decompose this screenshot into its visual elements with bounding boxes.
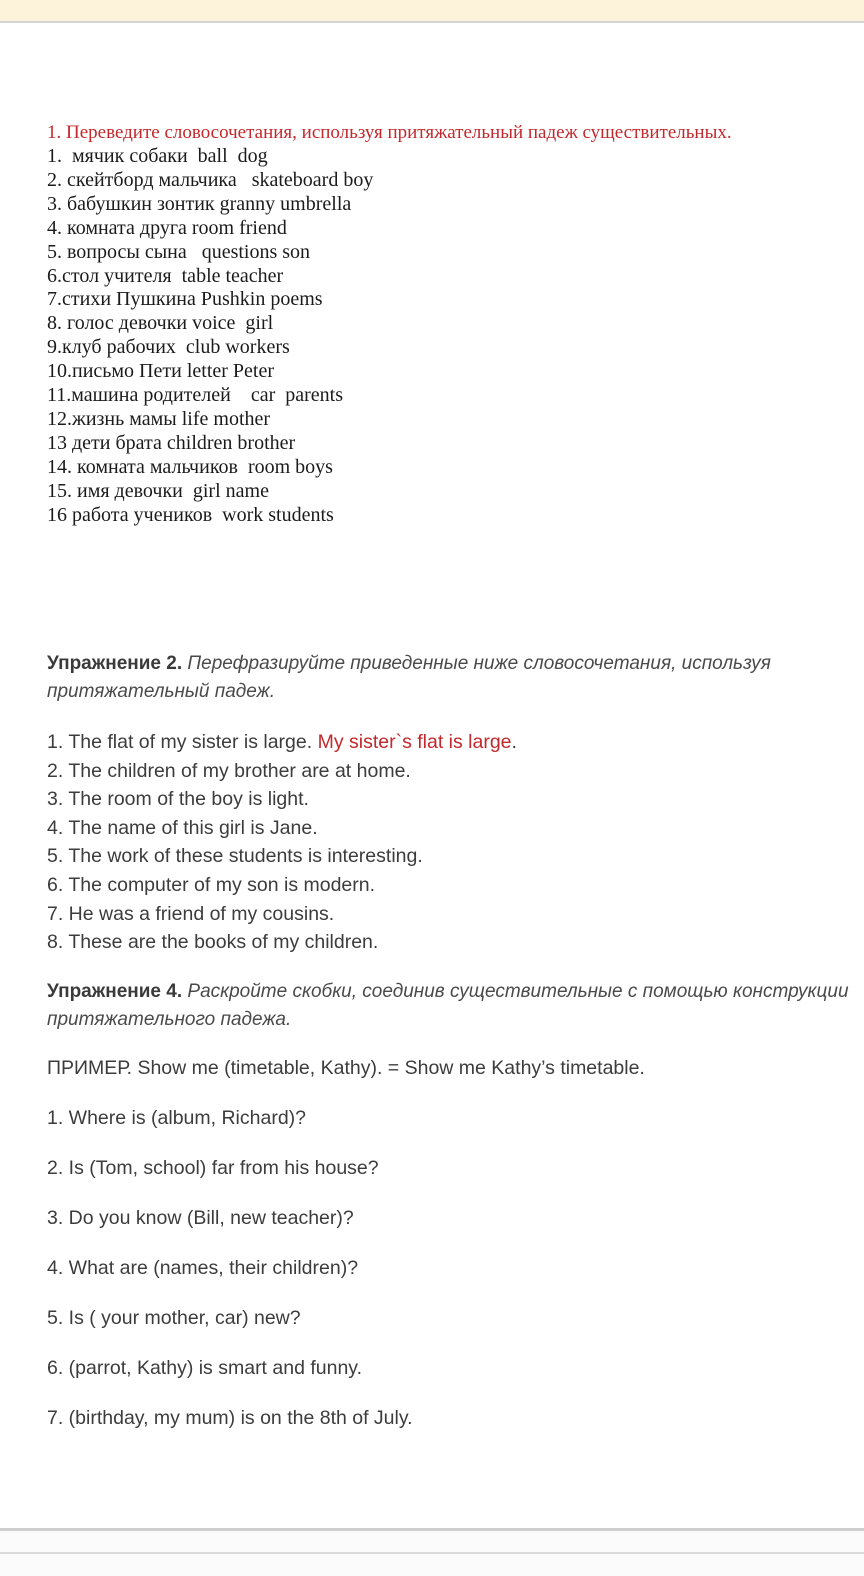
exercise-4-label: Упражнение 4. — [47, 981, 183, 1002]
exercise-1-item: 12.жизнь мамы life mother — [47, 407, 271, 430]
exercise-2-item: 3. The room of the boy is light. — [47, 788, 309, 811]
exercise-1 — [47, 121, 847, 528]
exercise-2-item: 7. He was a friend of my cousins. — [47, 902, 335, 925]
exercise-4-item: 7. (birthday, my mum) is on the 8th of July. — [47, 1407, 413, 1429]
exercise-4-instruction: Раскройте скобки, соединив существительные с помощью конструкции притяжательного падежа. — [47, 981, 849, 1030]
exercise-1-item: 8. голос девочки voice girl — [47, 312, 274, 335]
exercise-2-item-text: 1. The flat of my sister is large. — [47, 731, 318, 753]
exercise-2-item: 2. The children of my brother are at home. — [47, 759, 411, 782]
exercise-2-heading — [47, 650, 852, 706]
exercise-1-item: 11.машина родителей car parents — [47, 384, 343, 407]
exercise-1-item: 7.стихи Пушкина Pushkin poems — [47, 288, 323, 311]
exercise-2-item: 5. The work of these students is interesting. — [47, 845, 423, 868]
exercise-4-item: 6. (parrot, Kathy) is smart and funny. — [47, 1357, 363, 1379]
exercise-2-item: 8. These are the books of my children. — [47, 931, 379, 954]
exercise-2-label: Упражнение 2. — [47, 653, 183, 674]
bottom-divider-lower — [0, 1552, 864, 1554]
exercise-1-item: 9.клуб рабочих club workers — [47, 336, 290, 359]
exercise-1-item: 16 работа учеников work students — [47, 503, 334, 526]
exercise-2-item: 6. The computer of my son is modern. — [47, 873, 376, 896]
exercise-1-item: 15. имя девочки girl name — [47, 479, 269, 502]
exercise-1-item: 6.стол учителя table teacher — [47, 264, 284, 287]
exercise-1-item: 5. вопросы сына questions son — [47, 240, 311, 263]
exercise-4-item: 1. Where is (album, Richard)? — [47, 1107, 307, 1129]
exercise-1-title: 1. Переведите словосочетания, используя притяжательный падеж существительных. — [47, 122, 732, 143]
exercise-1-item: 14. комната мальчиков room boys — [47, 455, 333, 478]
exercise-4-item: 2. Is (Tom, school) far from his house? — [47, 1157, 379, 1179]
exercise-1-item: 13 дети брата children brother — [47, 431, 296, 454]
exercise-1-item: 1. мячик собаки ball dog — [47, 145, 268, 167]
exercise-4-item: 4. What are (names, their children)? — [47, 1257, 359, 1279]
exercise-1-item: 10.письмо Пети letter Peter — [47, 360, 275, 383]
exercise-2-instruction: Перефразируйте приведенные ниже словосочетания, используя притяжательный падеж. — [47, 653, 771, 702]
exercise-2-item-tail: . — [511, 731, 517, 753]
exercise-1-item: 2. скейтборд мальчика skateboard boy — [47, 168, 374, 191]
exercise-2-answer: My sister`s flat is large — [317, 731, 512, 753]
exercise-4-item: 3. Do you know (Bill, new teacher)? — [47, 1207, 354, 1229]
exercise-1-item: 3. бабушкин зонтик granny umbrella — [47, 192, 352, 215]
exercise-4-item: 5. Is ( your mother, car) new? — [47, 1307, 301, 1329]
exercise-2-item: 4. The name of this girl is Jane. — [47, 816, 318, 839]
exercise-2-item — [47, 728, 827, 757]
exercise-1-item: 4. комната друга room friend — [47, 216, 287, 239]
exercise-4-example: ПРИМЕР. Show me (timetable, Kathy). = Show me Kathy’s timetable. — [47, 1057, 645, 1079]
exercise-4-heading — [47, 978, 852, 1034]
top-banner-strip — [0, 0, 864, 23]
exercise-2-list — [47, 728, 827, 957]
